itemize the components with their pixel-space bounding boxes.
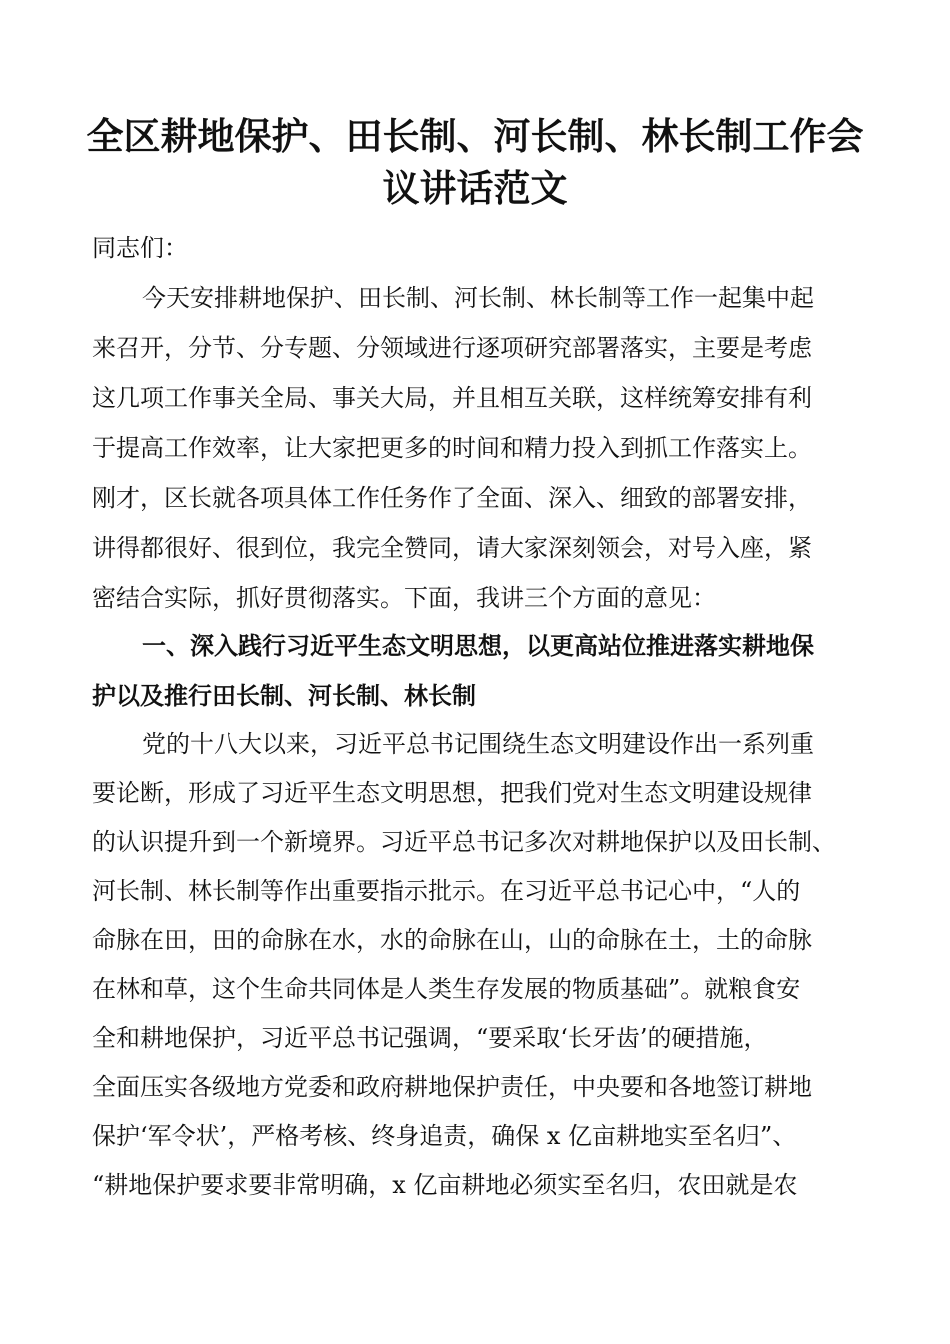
paragraph-2-line-10: “耕地保护要求要非常明确，x 亿亩耕地必须实至名归，农田就是农 bbox=[92, 1171, 798, 1199]
section-heading-1-line-1: 一、深入践行习近平生态文明思想，以更高站位推进落实耕地保 bbox=[142, 632, 814, 660]
document-title-line-2: 议讲话范文 bbox=[382, 167, 568, 210]
salutation: 同志们： bbox=[92, 234, 188, 262]
section-heading-1-line-2: 护以及推行田长制、河长制、林长制 bbox=[92, 682, 476, 710]
paragraph-2-line-6: 在林和草，这个生命共同体是人类生存发展的物质基础”。就粮食安 bbox=[92, 975, 801, 1003]
paragraph-2-line-3: 的认识提升到一个新境界。习近平总书记多次对耕地保护以及田长制、 bbox=[92, 828, 836, 856]
paragraph-1-line-1: 今天安排耕地保护、田长制、河长制、林长制等工作一起集中起 bbox=[142, 284, 814, 312]
paragraph-1-line-5: 刚才，区长就各项具体工作任务作了全面、深入、细致的部署安排， bbox=[92, 484, 812, 512]
paragraph-1-line-6: 讲得都很好、很到位，我完全赞同，请大家深刻领会，对号入座，紧 bbox=[92, 534, 812, 562]
paragraph-2-line-1: 党的十八大以来，习近平总书记围绕生态文明建设作出一系列重 bbox=[142, 730, 814, 758]
paragraph-2-line-8: 全面压实各级地方党委和政府耕地保护责任，中央要和各地签订耕地 bbox=[92, 1073, 812, 1101]
paragraph-2-line-9: 保护‘军令状’，严格考核、终身追责，确保 x 亿亩耕地实至名归”、 bbox=[92, 1122, 797, 1150]
paragraph-2-line-2: 要论断，形成了习近平生态文明思想，把我们党对生态文明建设规律 bbox=[92, 779, 812, 807]
document-title-line-1: 全区耕地保护、田长制、河长制、林长制工作会 bbox=[86, 115, 864, 158]
paragraph-1-line-3: 这几项工作事关全局、事关大局，并且相互关联，这样统筹安排有利 bbox=[92, 384, 812, 412]
paragraph-2-line-7: 全和耕地保护，习近平总书记强调，“要采取‘长牙齿’的硬措施， bbox=[92, 1024, 768, 1052]
paragraph-2-line-5: 命脉在田，田的命脉在水，水的命脉在山，山的命脉在土，土的命脉 bbox=[92, 926, 812, 954]
paragraph-1-line-4: 于提高工作效率，让大家把更多的时间和精力投入到抓工作落实上。 bbox=[92, 434, 812, 462]
paragraph-1-line-7: 密结合实际，抓好贯彻落实。下面，我讲三个方面的意见： bbox=[92, 584, 716, 612]
paragraph-2-line-4: 河长制、林长制等作出重要指示批示。在习近平总书记心中，“人的 bbox=[92, 877, 801, 905]
paragraph-1-line-2: 来召开，分节、分专题、分领域进行逐项研究部署落实，主要是考虑 bbox=[92, 334, 812, 362]
